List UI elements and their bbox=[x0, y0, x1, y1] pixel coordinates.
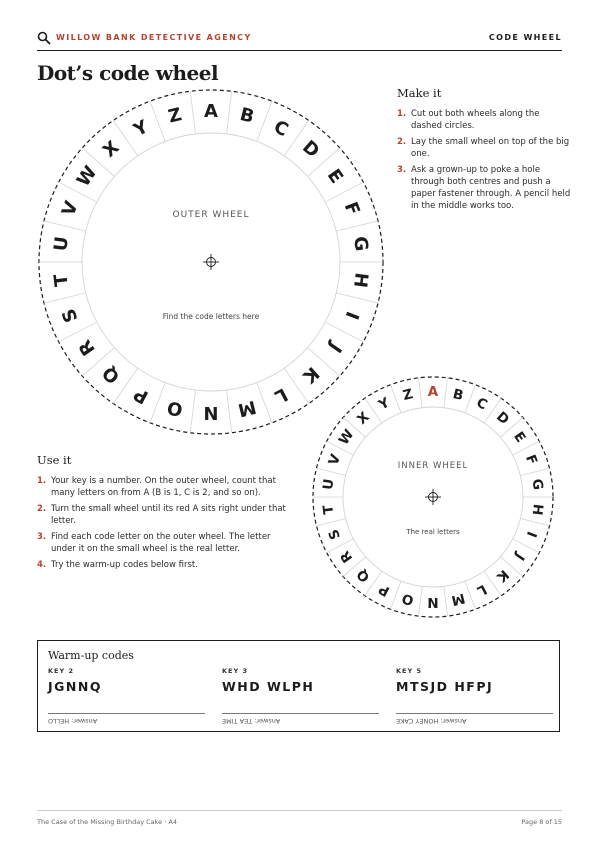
segment-divider bbox=[227, 390, 232, 433]
wheel-letter: N bbox=[203, 402, 219, 423]
wheel-letter: V bbox=[325, 452, 345, 468]
make-it-step bbox=[397, 164, 572, 212]
wheel-letter: G bbox=[528, 477, 546, 491]
use-it-section bbox=[37, 453, 297, 575]
agency-name: WILLOW BANK DETECTIVE AGENCY bbox=[56, 33, 252, 42]
segment-divider bbox=[316, 468, 345, 475]
step-text: Find each code letter on the outer wheel. The letter under it on the small wheel is the real letter. bbox=[51, 532, 271, 554]
step-number: 1. bbox=[397, 109, 407, 119]
use-it-heading: Use it bbox=[37, 453, 72, 467]
segment-divider bbox=[316, 519, 345, 526]
answer-line bbox=[222, 713, 379, 714]
wheel-letter: M bbox=[235, 395, 259, 421]
footer-title: The Case of the Missing Birthday Cake · A4 bbox=[37, 818, 177, 826]
highlight-letter: A bbox=[427, 384, 439, 400]
wheel-label: INNER WHEEL bbox=[397, 461, 469, 471]
wheel-letter: U bbox=[320, 477, 338, 491]
wheel-letter: W bbox=[335, 426, 358, 449]
make-it-section bbox=[397, 86, 572, 216]
step-number: 3. bbox=[37, 532, 47, 542]
wheel-letter: K bbox=[298, 362, 323, 388]
segment-divider bbox=[150, 383, 165, 423]
wheel-letter: W bbox=[72, 162, 102, 191]
code-cipher: WHD WLPH bbox=[222, 679, 315, 694]
outer-wheel bbox=[39, 90, 383, 434]
wheel-letter: T bbox=[320, 504, 338, 516]
segment-divider bbox=[419, 378, 423, 408]
wheel-caption: The real letters bbox=[406, 528, 460, 536]
wheel-letter: O bbox=[400, 589, 416, 609]
step-text: Try the warm-up codes below first. bbox=[51, 560, 198, 570]
warmup-code bbox=[222, 667, 379, 725]
wheel-letter: F bbox=[339, 199, 364, 219]
segment-divider bbox=[520, 468, 549, 475]
wheel-letter: F bbox=[522, 452, 541, 467]
wheel-letter: V bbox=[57, 198, 83, 219]
warmup-code bbox=[48, 667, 205, 725]
make-it-step bbox=[397, 136, 572, 160]
warmup-box bbox=[37, 640, 560, 732]
code-cipher: JGNNQ bbox=[48, 679, 102, 694]
answer-line bbox=[48, 713, 205, 714]
page-footer bbox=[37, 810, 562, 826]
section-name: CODE WHEEL bbox=[488, 33, 562, 42]
warmup-code bbox=[396, 667, 553, 725]
wheel-letter: Q bbox=[98, 361, 124, 388]
use-it-step bbox=[37, 503, 297, 527]
segment-divider bbox=[444, 586, 448, 616]
make-it-heading: Make it bbox=[397, 86, 442, 100]
code-key: KEY 3 bbox=[222, 667, 248, 675]
code-answer: Answer: HONEY CAKE bbox=[396, 717, 467, 725]
wheel-letter: N bbox=[427, 594, 439, 610]
wheel-letter: R bbox=[74, 335, 100, 360]
warmup-heading: Warm-up codes bbox=[48, 649, 134, 662]
segment-divider bbox=[190, 91, 195, 134]
segment-divider bbox=[190, 390, 195, 433]
inner-wheel bbox=[313, 377, 553, 617]
make-it-step bbox=[397, 108, 572, 132]
segment-divider bbox=[325, 322, 363, 342]
step-number: 4. bbox=[37, 560, 47, 570]
wheel-caption: Find the code letters here bbox=[162, 312, 260, 321]
code-key: KEY 2 bbox=[48, 667, 74, 675]
wheel-letter: S bbox=[325, 526, 345, 542]
wheel-letter: I bbox=[522, 529, 540, 540]
wheel-letter: P bbox=[130, 382, 152, 408]
step-number: 3. bbox=[397, 165, 407, 175]
wheel-letter: B bbox=[237, 104, 257, 128]
wheel-letter: P bbox=[376, 580, 393, 600]
segment-divider bbox=[44, 293, 86, 303]
page-number: Page 8 of 15 bbox=[521, 818, 562, 826]
step-text: Lay the small wheel on top of the big one. bbox=[411, 137, 570, 159]
segment-divider bbox=[227, 91, 232, 134]
wheel-letter: K bbox=[493, 566, 512, 586]
wheel-letter: Y bbox=[376, 394, 393, 414]
segment-divider bbox=[257, 101, 272, 141]
wheel-letter: Z bbox=[166, 104, 184, 128]
segment-divider bbox=[336, 221, 378, 231]
wheel-letter: D bbox=[493, 408, 513, 429]
wheel-letter: H bbox=[349, 271, 372, 289]
wheel-letter: C bbox=[270, 116, 292, 142]
wheel-letter: J bbox=[511, 550, 528, 564]
wheel-letter: B bbox=[451, 386, 466, 405]
step-text: Cut out both wheels along the dashed circles. bbox=[411, 109, 540, 131]
wheel-letter: I bbox=[340, 308, 363, 323]
wheel-letter: G bbox=[349, 235, 372, 253]
step-number: 2. bbox=[37, 504, 47, 514]
wheel-letter: T bbox=[50, 272, 73, 288]
step-number: 2. bbox=[397, 137, 407, 147]
step-number: 1. bbox=[37, 476, 47, 486]
wheel-letter: X bbox=[99, 136, 124, 162]
wheel-letter: R bbox=[337, 547, 357, 566]
segment-divider bbox=[419, 586, 423, 616]
use-it-step bbox=[37, 559, 297, 571]
wheel-letter: S bbox=[58, 305, 83, 326]
wheel-letter: O bbox=[165, 396, 185, 421]
code-answer: Answer: HELLO bbox=[48, 717, 98, 725]
wheel-letter: E bbox=[510, 429, 529, 446]
wheel-letter: U bbox=[50, 235, 73, 253]
segment-divider bbox=[444, 378, 448, 408]
use-it-step bbox=[37, 531, 297, 555]
use-it-steps bbox=[37, 475, 297, 571]
make-it-steps bbox=[397, 108, 572, 212]
code-cipher: MTSJD HFPJ bbox=[396, 679, 494, 694]
wheel-letter: Q bbox=[353, 565, 373, 586]
wheel-letter: Z bbox=[401, 386, 415, 404]
wheel-letter: D bbox=[298, 136, 324, 163]
code-key: KEY 5 bbox=[396, 667, 422, 675]
wheel-letter: Y bbox=[130, 116, 152, 142]
segment-divider bbox=[520, 519, 549, 526]
wheel-letter: H bbox=[528, 503, 546, 517]
wheel-letter: C bbox=[473, 394, 490, 414]
code-answer: Answer: TEA TIME bbox=[222, 717, 281, 725]
wheel-letter: M bbox=[449, 589, 467, 609]
answer-line bbox=[396, 713, 553, 714]
wheel-label: OUTER WHEEL bbox=[172, 210, 250, 220]
wheel-letter: L bbox=[270, 383, 291, 408]
segment-divider bbox=[44, 221, 86, 231]
wheel-letter: X bbox=[354, 408, 373, 428]
use-it-step bbox=[37, 475, 297, 499]
wheel-letter: A bbox=[204, 101, 218, 122]
segment-divider bbox=[150, 101, 165, 141]
step-text: Turn the small wheel until its red A sits right under that letter. bbox=[51, 504, 286, 526]
step-text: Your key is a number. On the outer wheel, count that many letters on from A (B is 1, C is 2, and so on). bbox=[51, 476, 276, 498]
wheel-letter: L bbox=[474, 580, 490, 600]
wheel-letter: E bbox=[322, 165, 347, 188]
segment-divider bbox=[336, 293, 378, 303]
step-text: Ask a grown-up to poke a hole through both centres and push a paper fastener through. A pencil held in the middle works too. bbox=[411, 165, 571, 211]
page-title: Dot’s code wheel bbox=[37, 61, 219, 85]
wheel-letter: J bbox=[324, 338, 346, 357]
